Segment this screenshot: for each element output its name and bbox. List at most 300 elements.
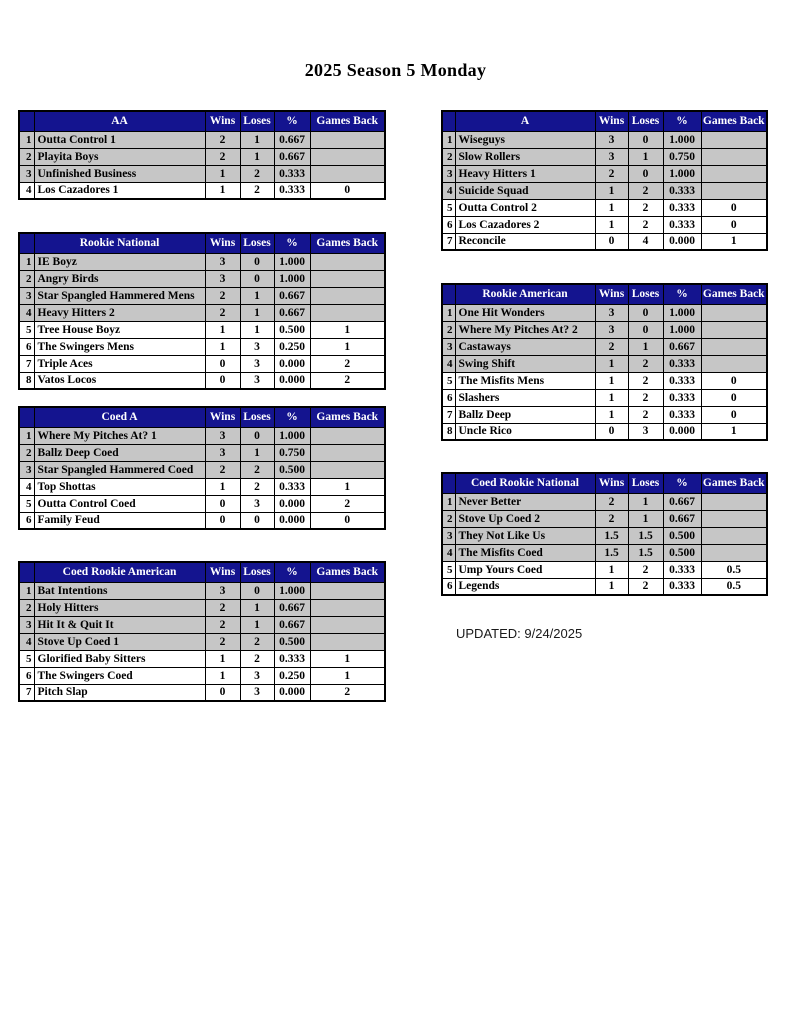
wins-cell: 1 xyxy=(595,389,628,406)
wins-cell: 3 xyxy=(205,582,240,599)
table-row xyxy=(19,582,385,599)
rank-cell: 3 xyxy=(19,461,34,478)
rank-cell: 3 xyxy=(442,338,455,355)
pct-cell: 0.667 xyxy=(663,338,701,355)
table-row xyxy=(442,182,767,199)
games-back-cell: 0 xyxy=(310,182,385,199)
loses-cell: 2 xyxy=(628,182,663,199)
table-row xyxy=(442,355,767,372)
team-name-cell: Glorified Baby Sitters xyxy=(34,650,205,667)
pct-cell: 0.500 xyxy=(274,321,310,338)
table-row xyxy=(442,372,767,389)
team-name-cell: Tree House Boyz xyxy=(34,321,205,338)
pct-cell: 0.333 xyxy=(663,406,701,423)
team-name-cell: Star Spangled Hammered Coed xyxy=(34,461,205,478)
wins-cell: 2 xyxy=(595,338,628,355)
games-back-cell: 2 xyxy=(310,355,385,372)
wins-cell: 3 xyxy=(205,444,240,461)
games-back-cell xyxy=(701,165,767,182)
division-name: Rookie National xyxy=(34,233,205,253)
table-row xyxy=(442,544,767,561)
pct-cell: 1.000 xyxy=(274,270,310,287)
table-row xyxy=(442,148,767,165)
rank-cell: 5 xyxy=(442,199,455,216)
wins-cell: 1 xyxy=(205,165,240,182)
team-name-cell: Slow Rollers xyxy=(455,148,595,165)
games-back-cell xyxy=(701,131,767,148)
loses-cell: 2 xyxy=(628,372,663,389)
games-back-cell: 0 xyxy=(701,372,767,389)
loses-cell: 1 xyxy=(240,148,274,165)
pct-cell: 1.000 xyxy=(274,582,310,599)
team-name-cell: Never Better xyxy=(455,493,595,510)
standings-table-aa xyxy=(18,110,386,200)
table-header-row xyxy=(442,284,767,304)
team-name-cell: Los Cazadores 2 xyxy=(455,216,595,233)
rank-column-header xyxy=(19,562,34,582)
wins-cell: 1 xyxy=(595,561,628,578)
loses-cell: 0 xyxy=(628,304,663,321)
loses-cell: 1.5 xyxy=(628,527,663,544)
games-back-cell xyxy=(701,338,767,355)
wins-cell: 0 xyxy=(205,684,240,701)
games-back-cell xyxy=(310,582,385,599)
pct-cell: 0.250 xyxy=(274,667,310,684)
rank-column-header xyxy=(19,111,34,131)
table-row xyxy=(442,233,767,250)
pct-cell: 0.667 xyxy=(274,148,310,165)
pct-cell: 0.500 xyxy=(663,544,701,561)
games-back-column-header: Games Back xyxy=(310,111,385,131)
table-row xyxy=(19,253,385,270)
team-name-cell: Ballz Deep Coed xyxy=(34,444,205,461)
loses-cell: 0 xyxy=(240,582,274,599)
table-row xyxy=(19,684,385,701)
rank-cell: 2 xyxy=(442,510,455,527)
pct-cell: 0.000 xyxy=(274,684,310,701)
pct-cell: 0.000 xyxy=(663,423,701,440)
table-header-row xyxy=(19,407,385,427)
loses-cell: 3 xyxy=(240,355,274,372)
wins-cell: 2 xyxy=(205,461,240,478)
team-name-cell: Holy Hitters xyxy=(34,599,205,616)
loses-cell: 0 xyxy=(628,131,663,148)
table-header-row xyxy=(442,111,767,131)
team-name-cell: Swing Shift xyxy=(455,355,595,372)
page-title: 2025 Season 5 Monday xyxy=(304,60,487,80)
wins-cell: 3 xyxy=(595,304,628,321)
team-name-cell: Hit It & Quit It xyxy=(34,616,205,633)
rank-cell: 5 xyxy=(19,321,34,338)
pct-cell: 0.333 xyxy=(663,199,701,216)
games-back-cell: 1 xyxy=(310,478,385,495)
pct-cell: 1.000 xyxy=(663,131,701,148)
table-row xyxy=(442,338,767,355)
wins-cell: 3 xyxy=(205,253,240,270)
standings-table-a xyxy=(441,110,768,251)
table-row xyxy=(19,131,385,148)
team-name-cell: Ballz Deep xyxy=(455,406,595,423)
loses-cell: 2 xyxy=(628,389,663,406)
loses-cell: 2 xyxy=(240,650,274,667)
loses-cell: 1 xyxy=(628,338,663,355)
rank-cell: 4 xyxy=(442,182,455,199)
pct-cell: 0.000 xyxy=(274,355,310,372)
loses-cell: 0 xyxy=(240,270,274,287)
pct-column-header: % xyxy=(663,284,701,304)
rank-column-header xyxy=(442,473,455,493)
wins-cell: 2 xyxy=(205,633,240,650)
wins-column-header: Wins xyxy=(205,562,240,582)
team-name-cell: The Swingers Coed xyxy=(34,667,205,684)
table-row xyxy=(19,616,385,633)
loses-column-header: Loses xyxy=(628,473,663,493)
loses-cell: 1 xyxy=(240,304,274,321)
rank-cell: 1 xyxy=(19,253,34,270)
games-back-cell: 1 xyxy=(310,650,385,667)
wins-cell: 2 xyxy=(205,131,240,148)
team-name-cell: One Hit Wonders xyxy=(455,304,595,321)
pct-cell: 1.000 xyxy=(663,321,701,338)
rank-cell: 3 xyxy=(442,165,455,182)
rank-cell: 2 xyxy=(442,321,455,338)
rank-cell: 6 xyxy=(442,578,455,595)
team-name-cell: Vatos Locos xyxy=(34,372,205,389)
rank-cell: 2 xyxy=(19,444,34,461)
loses-cell: 3 xyxy=(628,423,663,440)
table-row xyxy=(19,165,385,182)
games-back-cell: 2 xyxy=(310,372,385,389)
games-back-column-header: Games Back xyxy=(701,284,767,304)
wins-cell: 0 xyxy=(205,372,240,389)
division-name: A xyxy=(455,111,595,131)
loses-cell: 1 xyxy=(628,510,663,527)
pct-cell: 1.000 xyxy=(663,304,701,321)
games-back-cell xyxy=(310,461,385,478)
games-back-column-header: Games Back xyxy=(310,562,385,582)
wins-cell: 2 xyxy=(205,599,240,616)
updated-date: UPDATED: 9/24/2025 xyxy=(456,626,583,641)
wins-cell: 3 xyxy=(595,131,628,148)
table-row xyxy=(19,355,385,372)
loses-cell: 3 xyxy=(240,684,274,701)
team-name-cell: The Swingers Mens xyxy=(34,338,205,355)
loses-cell: 1 xyxy=(628,148,663,165)
games-back-column-header: Games Back xyxy=(701,473,767,493)
pct-cell: 1.000 xyxy=(663,165,701,182)
pct-cell: 0.000 xyxy=(274,495,310,512)
loses-cell: 1 xyxy=(240,131,274,148)
table-row xyxy=(442,165,767,182)
wins-cell: 2 xyxy=(205,287,240,304)
rank-cell: 4 xyxy=(19,304,34,321)
table-row xyxy=(442,493,767,510)
team-name-cell: Reconcile xyxy=(455,233,595,250)
loses-column-header: Loses xyxy=(240,407,274,427)
team-name-cell: Triple Aces xyxy=(34,355,205,372)
table-row xyxy=(442,578,767,595)
games-back-cell xyxy=(701,355,767,372)
games-back-cell xyxy=(310,148,385,165)
loses-cell: 2 xyxy=(240,461,274,478)
table-row xyxy=(442,510,767,527)
loses-cell: 0 xyxy=(628,321,663,338)
loses-cell: 3 xyxy=(240,338,274,355)
wins-column-header: Wins xyxy=(595,473,628,493)
table-row xyxy=(442,423,767,440)
pct-column-header: % xyxy=(274,233,310,253)
wins-cell: 2 xyxy=(205,148,240,165)
rank-cell: 8 xyxy=(442,423,455,440)
wins-cell: 2 xyxy=(205,616,240,633)
loses-cell: 2 xyxy=(628,355,663,372)
division-name: AA xyxy=(34,111,205,131)
standings-table-coed-a xyxy=(18,406,386,530)
pct-cell: 0.333 xyxy=(663,372,701,389)
team-name-cell: Slashers xyxy=(455,389,595,406)
games-back-cell: 0.5 xyxy=(701,561,767,578)
team-name-cell: The Misfits Mens xyxy=(455,372,595,389)
wins-cell: 1 xyxy=(205,182,240,199)
team-name-cell: Unfinished Business xyxy=(34,165,205,182)
games-back-cell xyxy=(310,633,385,650)
games-back-cell: 0.5 xyxy=(701,578,767,595)
rank-cell: 4 xyxy=(442,355,455,372)
team-name-cell: Heavy Hitters 2 xyxy=(34,304,205,321)
games-back-cell xyxy=(310,287,385,304)
table-row xyxy=(442,199,767,216)
pct-cell: 0.250 xyxy=(274,338,310,355)
wins-cell: 0 xyxy=(595,233,628,250)
games-back-cell xyxy=(310,599,385,616)
rank-cell: 5 xyxy=(442,561,455,578)
games-back-cell: 1 xyxy=(310,338,385,355)
rank-cell: 5 xyxy=(19,650,34,667)
loses-cell: 1 xyxy=(628,493,663,510)
table-row xyxy=(19,287,385,304)
wins-cell: 2 xyxy=(205,304,240,321)
pct-column-header: % xyxy=(274,407,310,427)
pct-cell: 0.750 xyxy=(663,148,701,165)
rank-cell: 8 xyxy=(19,372,34,389)
games-back-cell xyxy=(701,510,767,527)
pct-cell: 0.333 xyxy=(663,355,701,372)
games-back-cell: 1 xyxy=(701,233,767,250)
rank-cell: 7 xyxy=(442,233,455,250)
games-back-cell xyxy=(310,270,385,287)
rank-cell: 1 xyxy=(19,582,34,599)
division-name: Rookie American xyxy=(455,284,595,304)
games-back-cell xyxy=(310,616,385,633)
loses-cell: 1 xyxy=(240,444,274,461)
loses-cell: 1 xyxy=(240,616,274,633)
table-row xyxy=(19,495,385,512)
games-back-cell xyxy=(310,304,385,321)
team-name-cell: Castaways xyxy=(455,338,595,355)
wins-cell: 1.5 xyxy=(595,527,628,544)
table-row xyxy=(442,321,767,338)
wins-cell: 1 xyxy=(595,355,628,372)
team-name-cell: Outta Control Coed xyxy=(34,495,205,512)
wins-cell: 0 xyxy=(595,423,628,440)
loses-cell: 0 xyxy=(628,165,663,182)
wins-cell: 0 xyxy=(205,512,240,529)
games-back-cell xyxy=(310,427,385,444)
wins-cell: 1 xyxy=(205,321,240,338)
rank-cell: 2 xyxy=(442,148,455,165)
pct-cell: 1.000 xyxy=(274,427,310,444)
division-name: Coed A xyxy=(34,407,205,427)
pct-cell: 0.667 xyxy=(274,287,310,304)
wins-cell: 2 xyxy=(595,493,628,510)
games-back-cell xyxy=(701,527,767,544)
rank-column-header xyxy=(442,284,455,304)
games-back-cell: 1 xyxy=(701,423,767,440)
loses-cell: 2 xyxy=(628,199,663,216)
rank-cell: 4 xyxy=(442,544,455,561)
table-row xyxy=(19,338,385,355)
games-back-cell xyxy=(701,148,767,165)
team-name-cell: Playita Boys xyxy=(34,148,205,165)
pct-cell: 0.667 xyxy=(274,599,310,616)
team-name-cell: Family Feud xyxy=(34,512,205,529)
loses-column-header: Loses xyxy=(628,284,663,304)
rank-column-header xyxy=(19,233,34,253)
table-row xyxy=(442,389,767,406)
loses-cell: 2 xyxy=(240,478,274,495)
pct-cell: 0.500 xyxy=(274,633,310,650)
pct-cell: 1.000 xyxy=(274,253,310,270)
standings-table-coed-rookie-american xyxy=(18,561,386,702)
pct-cell: 0.000 xyxy=(274,372,310,389)
team-name-cell: Outta Control 2 xyxy=(455,199,595,216)
table-row xyxy=(442,216,767,233)
loses-cell: 4 xyxy=(628,233,663,250)
loses-cell: 1.5 xyxy=(628,544,663,561)
wins-cell: 3 xyxy=(595,148,628,165)
team-name-cell: Where My Pitches At? 2 xyxy=(455,321,595,338)
rank-cell: 2 xyxy=(19,270,34,287)
pct-cell: 0.333 xyxy=(663,561,701,578)
games-back-cell xyxy=(701,544,767,561)
rank-cell: 7 xyxy=(442,406,455,423)
table-row xyxy=(442,561,767,578)
team-name-cell: Star Spangled Hammered Mens xyxy=(34,287,205,304)
wins-cell: 1 xyxy=(205,338,240,355)
rank-column-header xyxy=(19,407,34,427)
games-back-column-header: Games Back xyxy=(310,233,385,253)
rank-cell: 1 xyxy=(442,304,455,321)
loses-column-header: Loses xyxy=(240,233,274,253)
loses-cell: 2 xyxy=(628,216,663,233)
games-back-cell: 1 xyxy=(310,321,385,338)
pct-cell: 0.500 xyxy=(663,527,701,544)
wins-cell: 1 xyxy=(205,478,240,495)
pct-cell: 0.000 xyxy=(663,233,701,250)
wins-cell: 1.5 xyxy=(595,544,628,561)
rank-cell: 1 xyxy=(442,493,455,510)
standings-table-coed-rookie-national xyxy=(441,472,768,596)
wins-cell: 0 xyxy=(205,495,240,512)
team-name-cell: Heavy Hitters 1 xyxy=(455,165,595,182)
rank-cell: 5 xyxy=(442,372,455,389)
table-row xyxy=(19,321,385,338)
wins-cell: 1 xyxy=(595,406,628,423)
rank-cell: 2 xyxy=(19,599,34,616)
table-row xyxy=(442,304,767,321)
rank-cell: 3 xyxy=(19,616,34,633)
table-row xyxy=(442,131,767,148)
loses-cell: 3 xyxy=(240,667,274,684)
team-name-cell: Angry Birds xyxy=(34,270,205,287)
team-name-cell: Bat Intentions xyxy=(34,582,205,599)
team-name-cell: Outta Control 1 xyxy=(34,131,205,148)
loses-cell: 2 xyxy=(240,165,274,182)
rank-cell: 5 xyxy=(19,495,34,512)
rank-cell: 6 xyxy=(442,216,455,233)
pct-column-header: % xyxy=(663,111,701,131)
rank-cell: 6 xyxy=(19,512,34,529)
rank-cell: 1 xyxy=(19,131,34,148)
loses-cell: 3 xyxy=(240,495,274,512)
loses-cell: 2 xyxy=(240,633,274,650)
pct-cell: 0.333 xyxy=(663,389,701,406)
pct-cell: 0.667 xyxy=(274,616,310,633)
games-back-cell xyxy=(310,165,385,182)
games-back-cell xyxy=(310,444,385,461)
wins-cell: 3 xyxy=(205,427,240,444)
table-row xyxy=(19,667,385,684)
table-row xyxy=(19,270,385,287)
table-row xyxy=(19,512,385,529)
table-row xyxy=(19,372,385,389)
rank-cell: 6 xyxy=(19,667,34,684)
wins-cell: 1 xyxy=(595,216,628,233)
pct-cell: 0.333 xyxy=(274,478,310,495)
games-back-cell: 0 xyxy=(701,389,767,406)
team-name-cell: Pitch Slap xyxy=(34,684,205,701)
loses-cell: 2 xyxy=(628,578,663,595)
wins-cell: 1 xyxy=(595,182,628,199)
table-row xyxy=(442,406,767,423)
loses-cell: 0 xyxy=(240,253,274,270)
table-row xyxy=(19,427,385,444)
wins-column-header: Wins xyxy=(205,233,240,253)
games-back-cell xyxy=(701,304,767,321)
wins-cell: 1 xyxy=(205,650,240,667)
table-row xyxy=(19,478,385,495)
wins-cell: 3 xyxy=(595,321,628,338)
table-row xyxy=(19,444,385,461)
team-name-cell: Stove Up Coed 1 xyxy=(34,633,205,650)
loses-cell: 0 xyxy=(240,512,274,529)
loses-cell: 3 xyxy=(240,372,274,389)
table-row xyxy=(19,461,385,478)
rank-cell: 3 xyxy=(442,527,455,544)
pct-column-header: % xyxy=(663,473,701,493)
team-name-cell: Where My Pitches At? 1 xyxy=(34,427,205,444)
wins-cell: 3 xyxy=(205,270,240,287)
loses-column-header: Loses xyxy=(240,111,274,131)
rank-cell: 3 xyxy=(19,165,34,182)
games-back-cell: 1 xyxy=(310,667,385,684)
rank-cell: 1 xyxy=(19,427,34,444)
table-row xyxy=(19,599,385,616)
team-name-cell: Suicide Squad xyxy=(455,182,595,199)
games-back-cell: 2 xyxy=(310,684,385,701)
pct-column-header: % xyxy=(274,562,310,582)
rank-cell: 1 xyxy=(442,131,455,148)
